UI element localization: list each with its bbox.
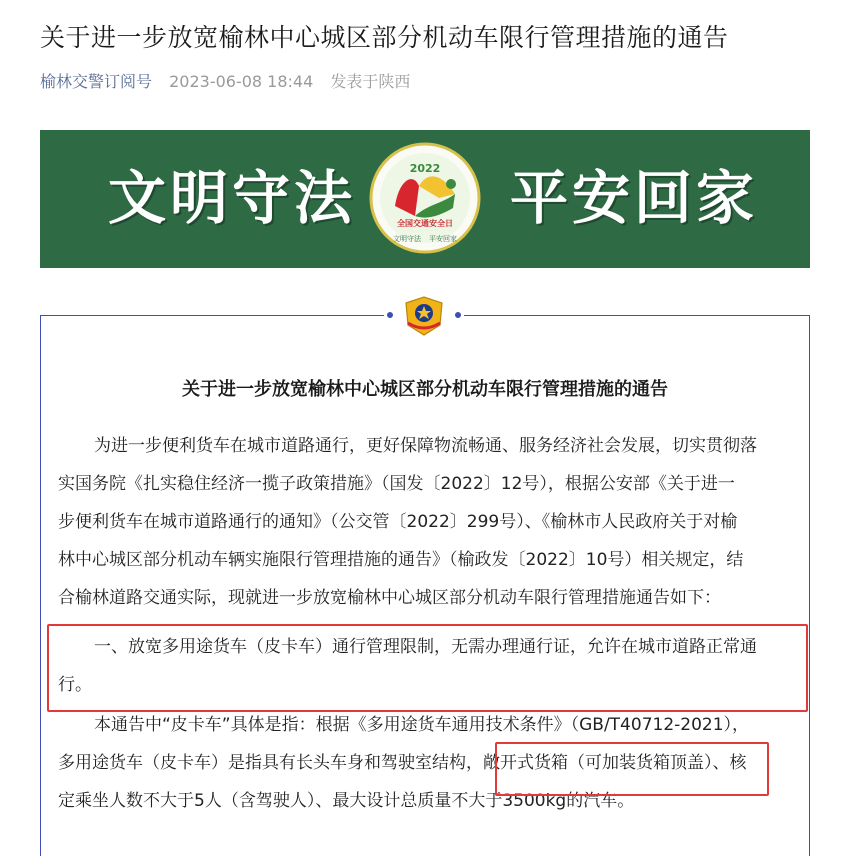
publish-location: 发表于陕西 — [330, 72, 411, 91]
text-line: 行。 — [58, 675, 92, 695]
badge-text: 全国交通安全日 — [397, 219, 453, 228]
banner-image — [40, 130, 810, 268]
document-title: 关于进一步放宽榆林中心城区部分机动车限行管理措施的通告 — [182, 379, 668, 400]
highlight-box-cargo — [495, 742, 769, 796]
text-line: 合榆林道路交通实际，现就进一步放宽榆林中心城区部分机动车限行管理措施通告如下： — [58, 588, 721, 608]
text-line: 多用途货车（皮卡车）是指具有长头车身和驾驶室结构，敞开式货箱（可加装货箱顶盖）、核 — [58, 753, 747, 773]
banner-slogan-right: 平安回家 — [510, 164, 759, 232]
text-line: 为进一步便利货车在城市道路通行，更好保障物流畅通、服务经济社会发展，切实贯彻落 — [94, 436, 757, 456]
badge-left-text: 文明守法 — [393, 235, 421, 243]
banner-slogan-left: 文明守法 — [108, 164, 357, 232]
text-line: 定乘坐人数不大于5人（含驾驶人）、最大设计总质量不大于3500kg的汽车。 — [58, 791, 635, 811]
badge-year: 2022 — [409, 162, 441, 175]
text-line: 实国务院《扎实稳住经济一揽子政策措施》（国发〔2022〕12号），根据公安部《关于进一 — [58, 474, 735, 494]
account-link[interactable]: 榆林交警订阅号 — [40, 72, 153, 91]
highlight-box-item-one — [47, 624, 808, 712]
article-title: 关于进一步放宽榆林中心城区部分机动车限行管理措施的通告 — [40, 23, 729, 52]
text-line: 本通告中“皮卡车”具体是指：根据《多用途货车通用技术条件》（GB/T40712-2021）， — [94, 715, 750, 735]
text-line: 林中心城区部分机动车辆实施限行管理措施的通告》（榆政发〔2022〕10号）相关规定，结 — [58, 550, 744, 570]
paragraph-intro — [58, 427, 798, 617]
badge-right-text: 平安回家 — [429, 235, 457, 243]
text-line: 步便利货车在城市道路通行的通知》（公交管〔2022〕299号）、《榆林市人民政府关于对榆 — [58, 512, 738, 532]
publish-date: 2023-06-08 18:44 — [169, 72, 314, 91]
text-line: 一、放宽多用途货车（皮卡车）通行管理限制，无需办理通行证，允许在城市道路正常通 — [94, 637, 757, 657]
traffic-safety-day-badge-icon — [369, 142, 481, 254]
police-emblem-icon — [384, 295, 464, 339]
article-meta — [40, 70, 410, 94]
